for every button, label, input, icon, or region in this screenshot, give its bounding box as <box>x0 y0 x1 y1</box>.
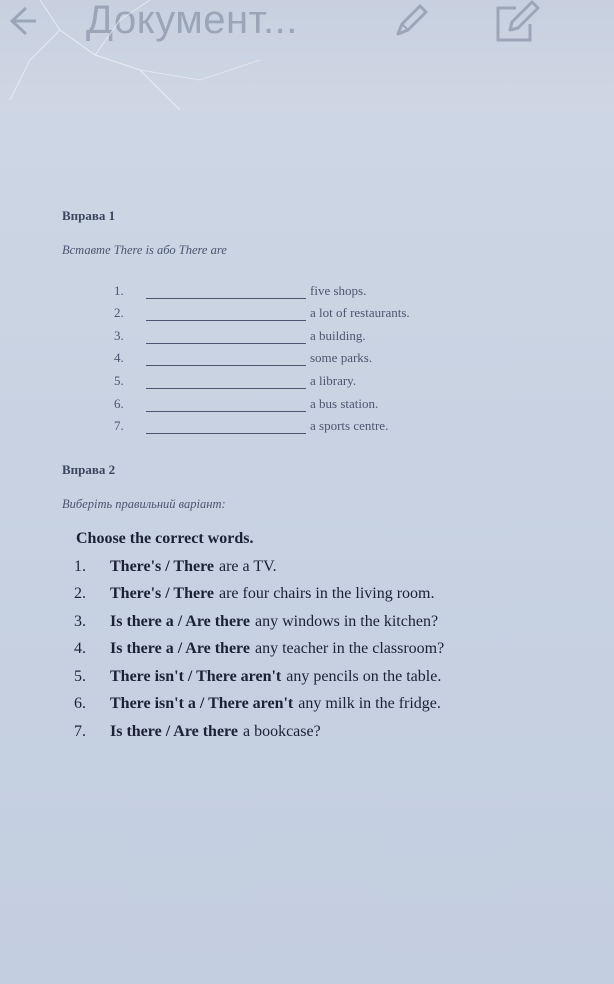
answer-options: Is there a / Are there <box>110 640 250 658</box>
sentence-rest: any milk in the fridge. <box>298 695 441 713</box>
list-item <box>114 412 474 435</box>
item-text: a library. <box>310 372 357 388</box>
exercise-2-list <box>74 553 594 746</box>
exercise-2-subheading: Choose the correct words. <box>76 530 254 547</box>
item-number: 4. <box>114 350 124 366</box>
list-item <box>114 299 474 322</box>
item-number: 1. <box>74 557 86 575</box>
answer-blank <box>146 352 306 366</box>
item-number: 2. <box>74 585 86 603</box>
edit-icon[interactable] <box>492 0 542 44</box>
item-text: a lot of restaurants. <box>310 305 410 321</box>
list-item <box>74 718 594 746</box>
answer-blank <box>146 307 306 321</box>
answer-options: There isn't a / There aren't <box>110 695 294 713</box>
item-number: 5. <box>74 667 86 685</box>
back-arrow-icon[interactable] <box>4 4 38 38</box>
answer-blank <box>146 375 306 389</box>
item-text: a bus station. <box>310 395 379 411</box>
answer-blank <box>146 398 306 412</box>
exercise-1-heading: Вправа 1 <box>62 208 116 223</box>
item-number: 6. <box>114 395 124 411</box>
item-number: 4. <box>74 640 86 658</box>
item-number: 1. <box>114 282 124 298</box>
exercise-2-heading: Вправа 2 <box>62 462 116 477</box>
list-item <box>74 663 594 691</box>
list-item <box>114 344 474 367</box>
item-text: a sports centre. <box>310 418 389 434</box>
document-title: Документ... <box>86 0 298 42</box>
list-item <box>114 389 474 412</box>
answer-blank <box>146 420 306 434</box>
answer-options: Is there a / Are there <box>110 612 250 630</box>
item-text: five shops. <box>310 282 367 298</box>
list-item <box>114 321 474 344</box>
answer-options: There's / There <box>110 557 214 575</box>
list-item <box>74 608 594 636</box>
sentence-rest: a bookcase? <box>242 722 321 740</box>
sentence-rest: any teacher in the classroom? <box>254 640 445 658</box>
list-item <box>114 366 474 389</box>
document-page <box>0 110 614 984</box>
exercise-1-list <box>114 276 474 434</box>
item-number: 7. <box>74 722 86 740</box>
answer-blank <box>146 330 306 344</box>
sentence-rest: any windows in the kitchen? <box>254 612 439 630</box>
item-number: 3. <box>114 327 124 343</box>
sentence-rest: are a TV. <box>219 557 277 575</box>
item-number: 6. <box>74 695 86 713</box>
app-bar <box>0 0 614 110</box>
pen-icon[interactable] <box>392 2 430 40</box>
exercise-2-instruction: Виберіть правильний варіант: <box>62 497 226 511</box>
list-item <box>74 636 594 664</box>
item-text: a building. <box>310 327 366 343</box>
list-item <box>74 691 594 719</box>
exercise-1-instruction: Вставте There is або There are <box>62 243 227 257</box>
list-item <box>74 553 594 581</box>
item-text: some parks. <box>310 350 373 366</box>
item-number: 5. <box>114 372 124 388</box>
list-item <box>74 581 594 609</box>
answer-options: Is there / Are there <box>110 722 238 740</box>
answer-blank <box>146 285 306 299</box>
answer-options: There isn't / There aren't <box>110 667 282 685</box>
item-number: 7. <box>114 418 124 434</box>
list-item <box>114 276 474 299</box>
item-number: 3. <box>74 612 86 630</box>
answer-options: There's / There <box>110 585 214 603</box>
sentence-rest: any pencils on the table. <box>286 667 442 685</box>
sentence-rest: are four chairs in the living room. <box>219 585 435 603</box>
item-number: 2. <box>114 305 124 321</box>
